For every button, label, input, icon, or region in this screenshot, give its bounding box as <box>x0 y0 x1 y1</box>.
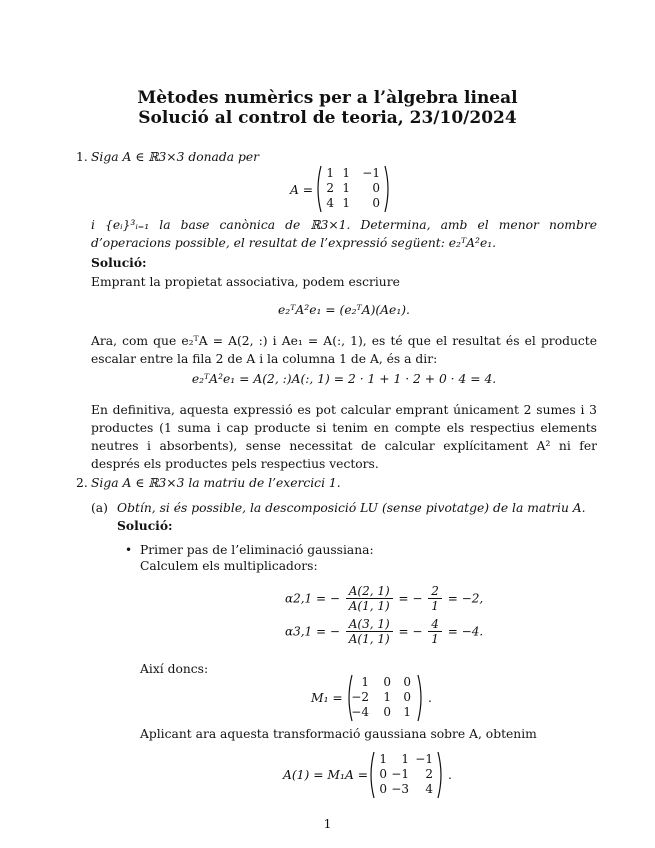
matrix-M1-label: M₁ = <box>311 691 343 705</box>
exercise-2-number: 2. <box>76 476 88 490</box>
alpha31-denominator: A(1, 1) <box>348 632 390 646</box>
matrix-A1-cell: 1 <box>379 752 387 766</box>
equation-alpha21 <box>285 584 483 613</box>
matrix-M1-cell: 0 <box>403 675 411 689</box>
matrix-A-cell: 0 <box>372 181 380 195</box>
matrix-M1-cell: 1 <box>383 690 391 704</box>
matrix-A1-cell: 1 <box>401 752 409 766</box>
equation-associative: e₂ᵀA²e₁ = (e₂ᵀA)(Ae₁). <box>278 303 410 317</box>
exercise-1-number: 1. <box>76 150 88 164</box>
matrix-A-cell: 1 <box>326 166 334 180</box>
alpha31-fraction-value <box>428 617 442 646</box>
alpha31-result: = −4. <box>447 624 484 639</box>
part-a-statement: Obtín, si és possible, la descomposició LU (sense pivotatge) de la matriu A. <box>117 501 586 515</box>
document-title-line1: Mètodes numèrics per a l’àlgebra lineal <box>137 88 518 108</box>
matrix-A-cell: −1 <box>362 166 380 180</box>
matrix-A1-cell: 2 <box>425 767 433 781</box>
matrix-A-label: A = <box>290 183 314 197</box>
matrix-M1-cell: −2 <box>351 690 369 704</box>
matrix-M1 <box>345 673 425 723</box>
bullet1-line1: Primer pas de l’eliminació gaussiana: <box>140 543 374 557</box>
alpha31-lhs: α3,1 = − <box>285 624 340 639</box>
matrix-M1-cell: 1 <box>361 675 369 689</box>
alpha31-value-numerator: 4 <box>428 617 442 632</box>
matrix-M1-cell: −4 <box>351 705 369 719</box>
matrix-A1-cell: 0 <box>379 782 387 796</box>
matrix-A1-label: A(1) = M₁A = <box>283 768 369 782</box>
alpha31-mid: = − <box>398 624 423 639</box>
matrix-A-cell: 1 <box>342 196 350 210</box>
alpha21-numerator: A(2, 1) <box>346 584 393 599</box>
page-number: 1 <box>323 817 332 831</box>
solution-label-2a: Solució: <box>117 518 173 533</box>
matrix-A1-cell: 0 <box>379 767 387 781</box>
matrix-A-cell: 0 <box>372 196 380 210</box>
matrix-A <box>314 164 392 214</box>
alpha21-value-denominator: 1 <box>431 599 439 613</box>
alpha21-lhs: α2,1 = − <box>285 591 340 606</box>
alpha21-mid: = − <box>398 591 423 606</box>
matrix-A-cell: 2 <box>326 181 334 195</box>
alpha21-fraction-value <box>428 584 442 613</box>
exercise-2-statement: Siga A ∈ ℝ3×3 la matriu de l’exercici 1. <box>91 476 341 490</box>
solution-1-para2: Ara, com que e₂ᵀA = A(2, :) i Ae₁ = A(:, 1), es té que el resultat és el producte escalar entre la fila 2 de A i la columna 1 de A, és a dir: <box>91 334 597 366</box>
bullet-icon: • <box>125 543 133 557</box>
part-a-label: (a) <box>91 501 108 515</box>
alpha21-fraction <box>346 584 393 613</box>
alpha21-result: = −2, <box>447 591 484 606</box>
matrix-A1-cell: −1 <box>391 767 409 781</box>
solution-1-para3: En definitiva, aquesta expressió es pot calcular emprant únicament 2 sumes i 3 productes (1 suma i cap producte si tenim en compte els respectius elements neutres i absorbents), sense necessitat de calcular explícitament A² ni fer després els productes pels respectius vectors. <box>91 403 597 471</box>
matrix-A-cell: 1 <box>342 166 350 180</box>
matrix-M1-cell: 0 <box>403 690 411 704</box>
matrix-A1-end: . <box>448 768 452 782</box>
matrix-A1-cell: 4 <box>425 782 433 796</box>
matrix-A1 <box>367 750 445 800</box>
solution-1-para1: Emprant la propietat associativa, podem escriure <box>91 275 400 289</box>
matrix-A-cell: 1 <box>342 181 350 195</box>
equation-scalar-product: e₂ᵀA²e₁ = A(2, :)A(:, 1) = 2 · 1 + 1 · 2 + 0 · 4 = 4. <box>191 372 497 386</box>
alpha31-numerator: A(3, 1) <box>346 617 393 632</box>
alpha31-value-denominator: 1 <box>431 632 439 646</box>
matrix-M1-cell: 0 <box>383 705 391 719</box>
matrix-A1-cell: −1 <box>415 752 433 766</box>
matrix-M1-cell: 1 <box>403 705 411 719</box>
exercise-1-statement-b: i {eᵢ}³ᵢ₌₁ la base canònica de ℝ3×1. Determina, amb el menor nombre d’operacions possible, el resultat de l’expressió següent: e₂ᵀA²e₁. <box>91 218 597 250</box>
bullet1-line2: Calculem els multiplicadors: <box>140 559 318 573</box>
equation-alpha31 <box>285 617 483 646</box>
solution-label-1: Solució: <box>91 255 147 270</box>
document-title-line2: Solució al control de teoria, 23/10/2024 <box>138 108 517 128</box>
alpha21-denominator: A(1, 1) <box>348 599 390 613</box>
aixi-doncs: Així doncs: <box>140 662 209 676</box>
matrix-M1-end: . <box>428 691 432 705</box>
para-apply: Aplicant ara aquesta transformació gaussiana sobre A, obtenim <box>140 727 537 741</box>
alpha21-value-numerator: 2 <box>428 584 442 599</box>
matrix-A1-cell: −3 <box>391 782 409 796</box>
matrix-A-cell: 4 <box>326 196 334 210</box>
exercise-1-statement-a: Siga A ∈ ℝ3×3 donada per <box>91 150 260 164</box>
matrix-M1-cell: 0 <box>383 675 391 689</box>
alpha31-fraction <box>346 617 393 646</box>
